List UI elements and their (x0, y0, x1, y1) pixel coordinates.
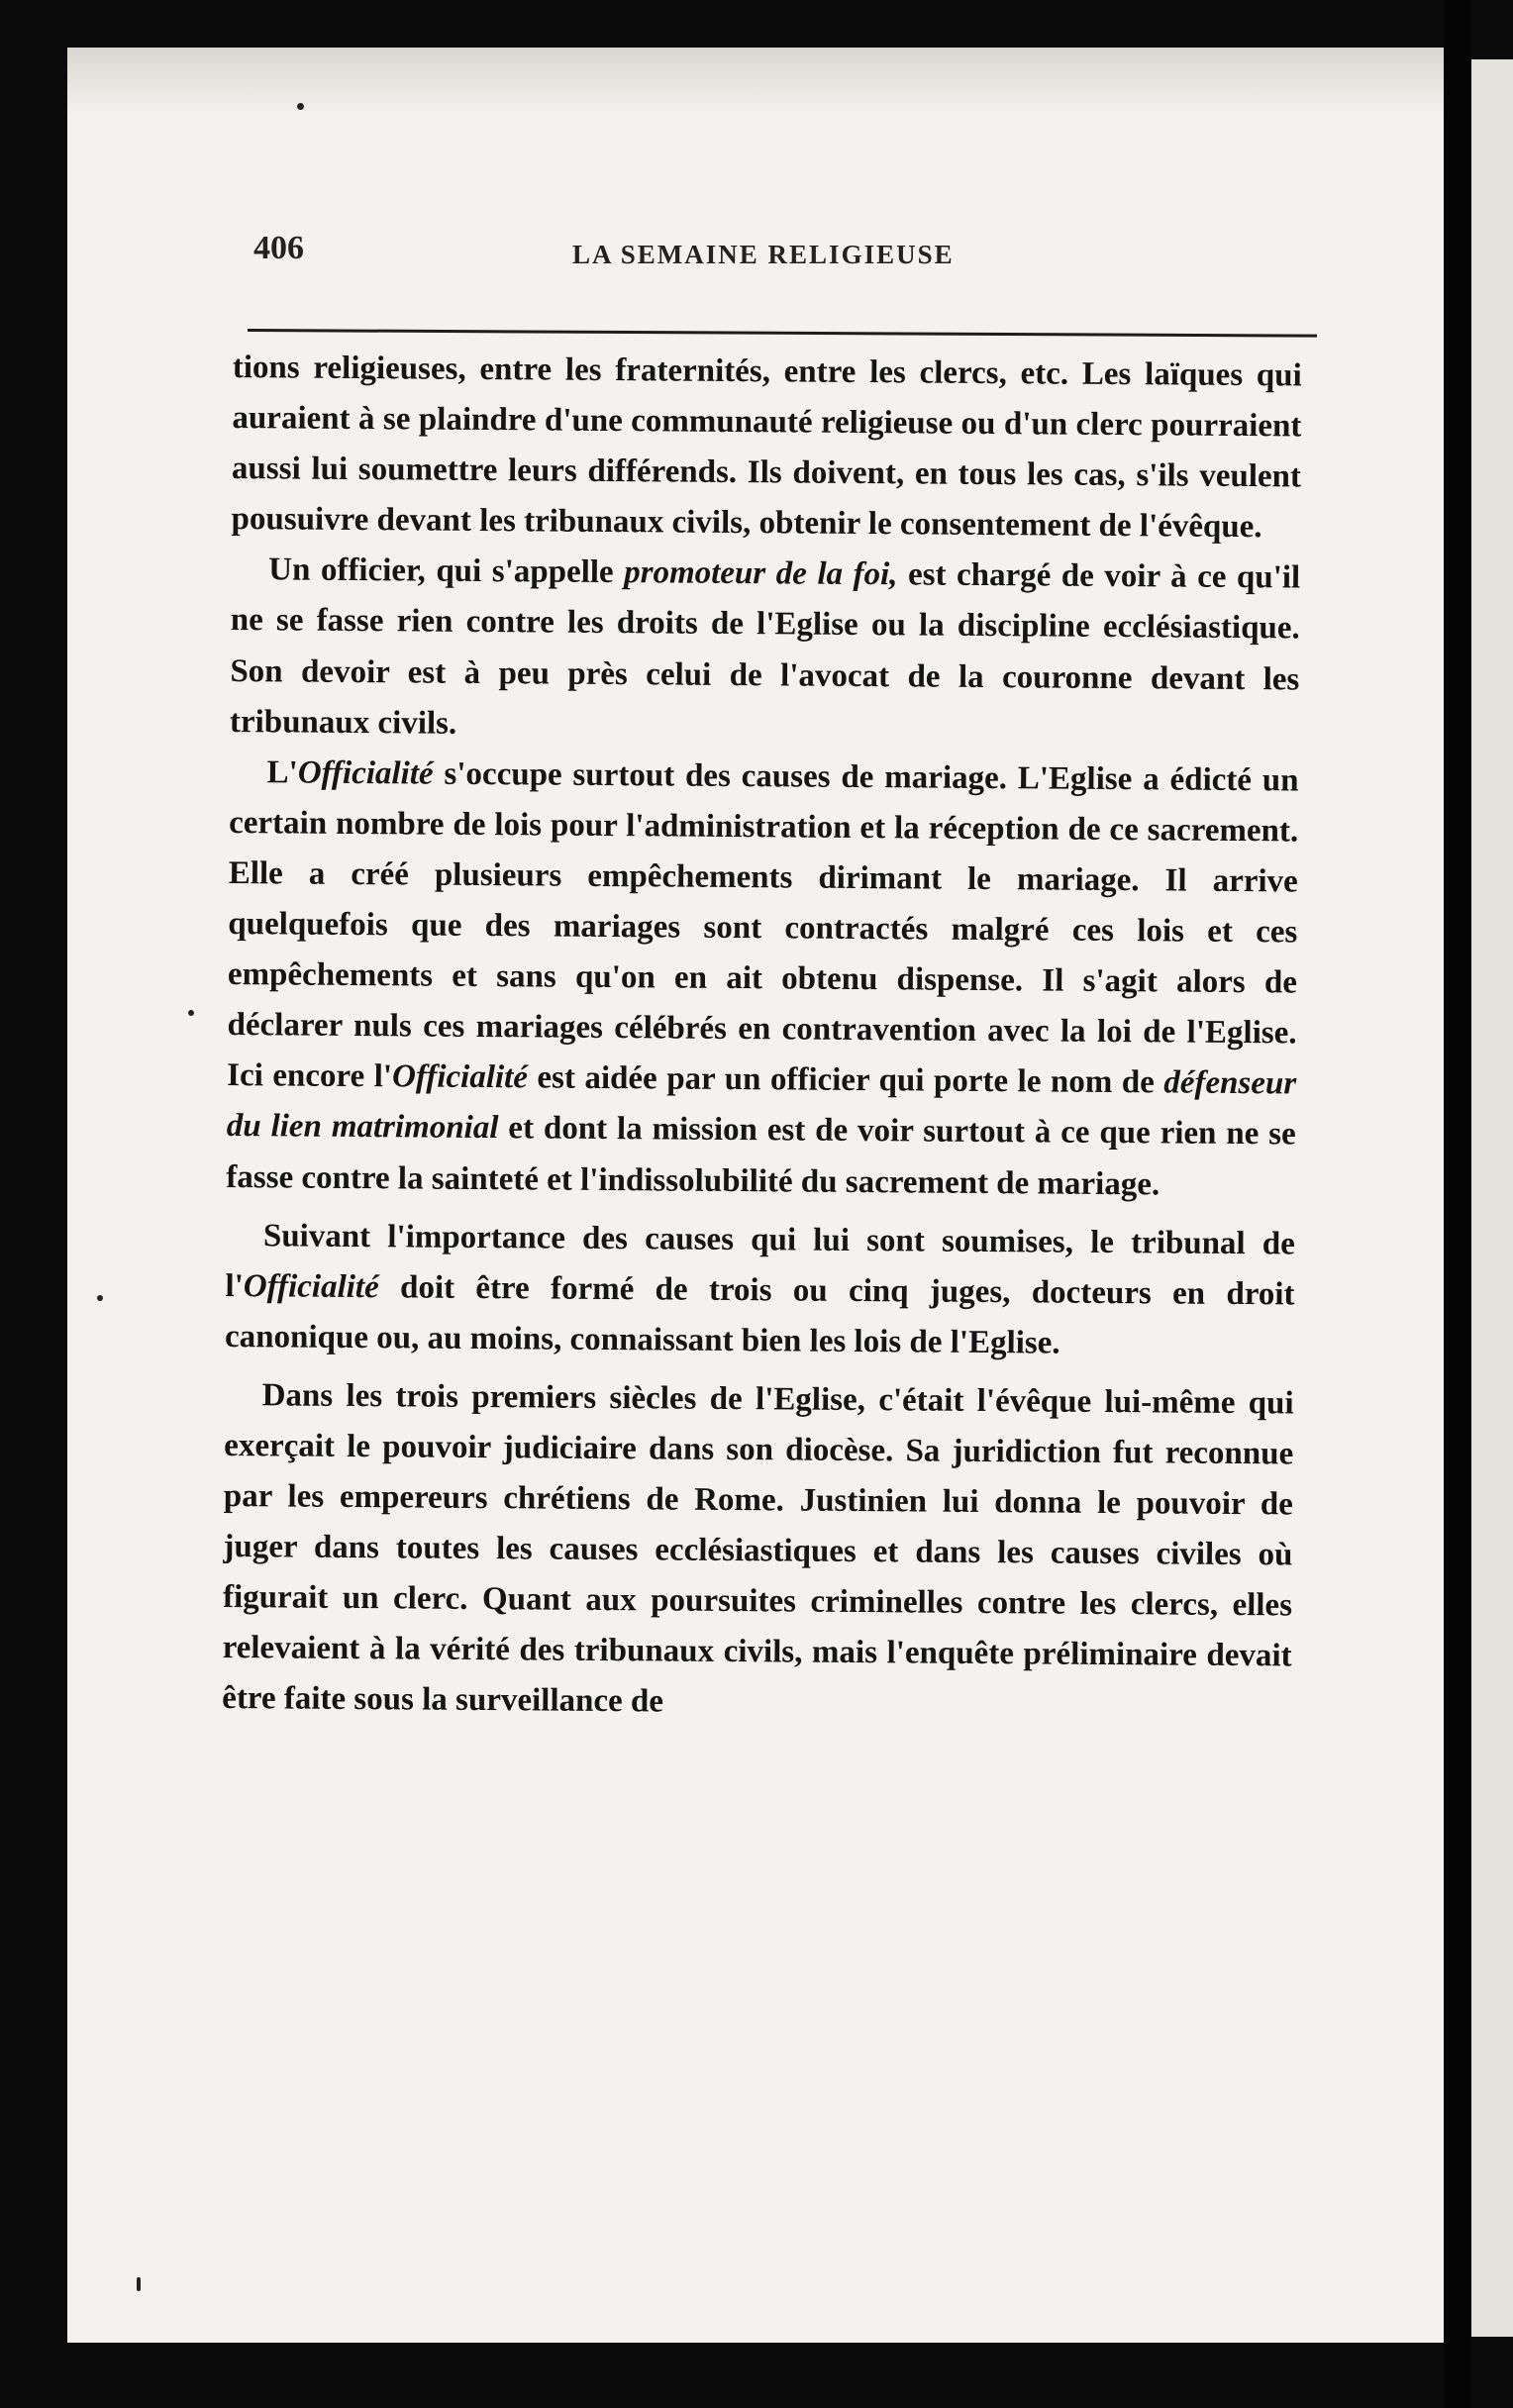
paragraph (225, 1211, 1295, 1371)
text-run: et dont la mission est de voir surtout à ce que rien ne se fasse contre la sainteté et l'indissolubilité du sacrement de mariage. (226, 1110, 1296, 1202)
dust-speck (188, 1010, 194, 1016)
text-run: Un officier, qui s'appelle (268, 552, 625, 591)
page-header (186, 220, 1325, 299)
text-run: s'occupe surtout des causes de mariage. L'Eglise a édicté un certain nombre de lois pour l'administration et la réception de ce sacrement. Elle a créé plusieurs empêchements dirimant le mariage. Il arrive quelquefois que des mariages sont contractés malgré ces lois et ces empêchements et sans qu'on en ait obtenu dispense. Il s'agit alors de déclarer nuls ces mariages célébrés en contravention avec la loi de l'Eglise. Ici encore l' (227, 755, 1299, 1095)
text-run: est aidée par un officier qui porte le nom de (527, 1059, 1164, 1101)
text-run: doit être formé de trois ou cinq juges, docteurs en droit canonique ou, au moins, connaissant bien les lois de l'Eglise. (224, 1268, 1295, 1361)
dust-speck (97, 1295, 103, 1301)
italic-term: défenseur du lien matrimonial (226, 1064, 1297, 1147)
paragraph (231, 343, 1302, 553)
body-text (222, 343, 1302, 1733)
paragraph (226, 748, 1299, 1211)
text-run: Suivant l'importance des causes qui lui sont soumises, le tribunal de l' (225, 1217, 1296, 1304)
text-run: Dans les trois premiers siècles de l'Eglise, c'était l'évêque lui-même qui exerçait le pouvoir judiciaire dans son diocèse. Sa juridiction fut reconnue par les empereurs chrétiens de Rome. Justinien lui donna le pouvoir de juger dans toutes les causes ecclésiastiques et dans les causes civiles où figurait un clerc. Quant aux poursuites criminelles contre les clercs, elles relevaient à la vérité des tribunaux civils, mais l'enquête préliminaire devait être faite sous la surveillance de (222, 1377, 1294, 1720)
paragraph (230, 545, 1301, 755)
text-run: tions religieuses, entre les fraternités, entre les clercs, etc. Les laïques qui auraient à se plaindre d'une communauté religieuse ou d'un clerc pourraient aussi lui soumettre leurs différends. Ils doivent, en tous les cas, s'ils veulent pousuivre devant les tribunaux civils, obtenir le consentement de l'évêque. (231, 349, 1302, 546)
italic-term: Officialité (243, 1267, 379, 1305)
italic-term: promoteur de la foi, (624, 554, 898, 593)
paragraph (222, 1370, 1294, 1733)
dust-speck (297, 103, 304, 110)
dust-speck (137, 2277, 141, 2291)
book-spine (1444, 0, 1471, 2408)
facing-page-edge (1471, 59, 1513, 2337)
running-title: LA SEMAINE RELIGIEUSE (572, 240, 955, 269)
text-run: est chargé de voir à ce qu'il ne se fasse rien contre les droits de l'Eglise ou la discipline ecclésiastique. Son devoir est à peu près celui de l'avocat de la couronne devant les tribunaux civils. (229, 556, 1301, 742)
page-number: 406 (253, 230, 304, 266)
text-run: L' (266, 754, 298, 791)
italic-term: Officialité (297, 754, 434, 792)
italic-term: Officialité (391, 1058, 529, 1096)
